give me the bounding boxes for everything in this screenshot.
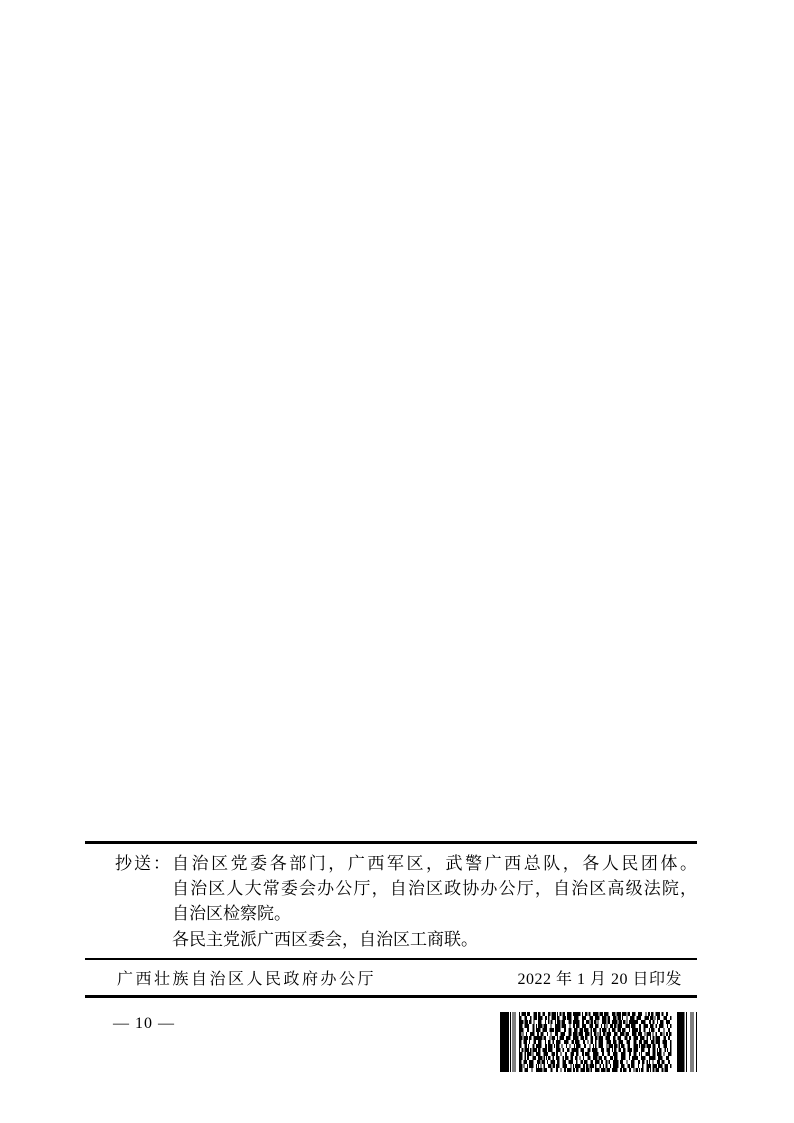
issuer-row [85,960,697,995]
document-footer-block [85,841,697,1072]
cc-label: 抄送： [115,854,172,873]
cc-line: 自治区检察院。 [172,904,291,924]
cc-lines [172,851,697,952]
page-number: — 10 — [113,1014,175,1032]
cc-section [85,844,697,958]
issuer-name: 广西壮族自治区人民政府办公厅 [117,971,377,989]
cc-line: 自治区人大常委会办公厅，自治区政协办公厅，自治区高级法院， [172,879,697,899]
bottom-row [85,998,697,1072]
pdf417-barcode-icon [500,1012,697,1072]
print-date: 2022 年 1 月 20 日印发 [517,971,682,989]
cc-line: 各民主党派广西区委会，自治区工商联。 [172,929,478,949]
cc-line: 自治区党委各部门，广西军区，武警广西总队，各人民团体。 [172,854,697,873]
